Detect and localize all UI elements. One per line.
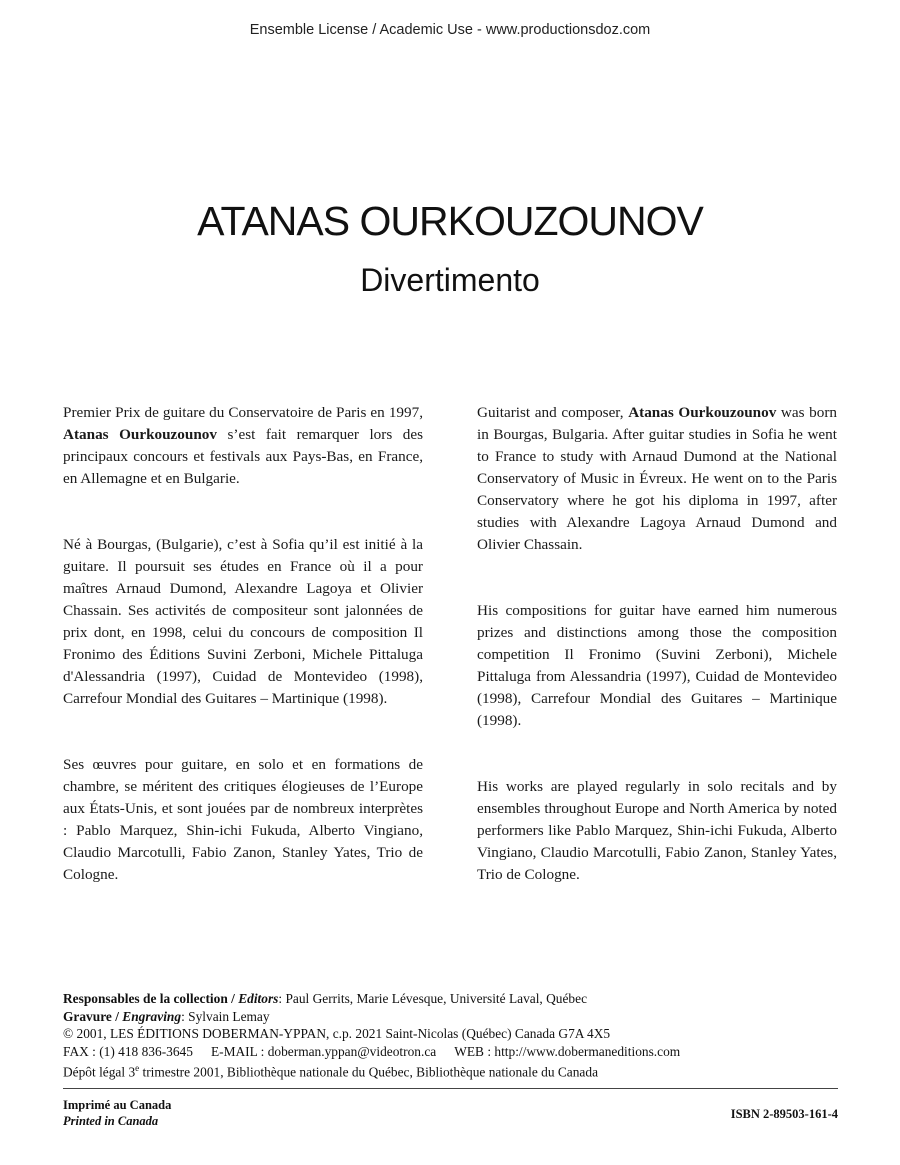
copyright-line: © 2001, LES ÉDITIONS DOBERMAN-YPPAN, c.p. 2021 Saint-Nicolas (Québec) Canada G7A 4X5 [63,1026,611,1041]
bio-en-paragraph-2: His compositions for guitar have earned him numerous prizes and distinctions among those the composition competition Il Fronimo (Suvini Zerboni), Michele Pittaluga from Alessandria (1997), Cuidad de Montevideo (1998), Carrefour Mondial des Guitares – Martinique (1998). [477,602,837,729]
license-header: Ensemble License / Academic Use - www.productionsdoz.com [249,22,651,38]
website-url: WEB : http://www.dobermaneditions.com [454,1043,681,1059]
biography-english [477,402,837,930]
email-address: E-MAIL : doberman.yppan@videotron.ca [210,1043,437,1059]
footer-divider [63,1088,838,1089]
engraving-line: Gravure / Engraving: Sylvain Lemay [63,1008,270,1024]
bio-fr-paragraph-3: Ses œuvres pour guitare, en solo et en formations de chambre, se méritent des critiques élogieuses de l’Europe aux États-Unis, et sont jouées par de nombreux interprètes : Pablo Marquez, Shin-ichi Fukuda, Alberto Vingiano, Claudio Marcotulli, Fabio Zanon, Stanley Yates, Trio de Cologne. [63,756,423,883]
bio-en-paragraph-1: Guitarist and composer, Atanas Ourkouzounov was born in Bourgas, Bulgaria. After guitar studies in Sofia he went to France to study with Arnaud Dumond at the National Conservatory of Music in Évreux. He went on to the Paris Conservatory where he got his diploma in 1997, after studies with Alexandre Lagoya Arnaud Dumond and Olivier Chassain. [477,404,837,553]
work-title: Divertimento [360,262,540,298]
bio-fr-paragraph-1: Premier Prix de guitare du Conservatoire de Paris en 1997, Atanas Ourkouzounov s’est fait remarquer lors des principaux concours et festivals aux Pays-Bas, en France, en Allemagne et en Bulgarie. [63,404,423,487]
contact-line [63,1043,843,1061]
publication-credits [63,990,843,1081]
fax-number: FAX : (1) 418 836-3645 [63,1043,193,1059]
isbn-number: ISBN 2-89503-161-4 [730,1107,838,1121]
printed-en: Printed in Canada [63,1114,159,1128]
composer-name-bold: Atanas Ourkouzounov [63,426,217,443]
biography-french [63,402,423,930]
bio-fr-paragraph-2: Né à Bourgas, (Bulgarie), c’est à Sofia qu’il est initié à la guitare. Il poursuit ses études en France où il a pour maîtres Arnaud Dumond, Alexandre Lagoya et Olivier Chassain. Ses activités de compositeur sont jalonnées de prix dont, en 1998, celui du concours de composition Il Fronimo des Éditions Suvini Zerboni, Michele Pittaluga d'Alessandria (1997), Cuidad de Montevideo (1998), Carrefour Mondial des Guitares – Martinique (1998). [63,536,423,707]
printed-in [63,1097,171,1129]
composer-name: ATANAS OURKOUZOUNOV [197,198,703,244]
composer-name-bold: Atanas Ourkouzounov [628,404,777,421]
printed-fr: Imprimé au Canada [63,1098,172,1112]
legal-deposit-line: Dépôt légal 3e trimestre 2001, Bibliothèque nationale du Québec, Bibliothèque nationale du Canada [63,1063,599,1080]
editors-line: Responsables de la collection / Editors: Paul Gerrits, Marie Lévesque, Université Laval, Québec [63,991,588,1006]
bio-en-paragraph-3: His works are played regularly in solo recitals and by ensembles throughout Europe and North America by noted performers like Pablo Marquez, Shin-ichi Fukuda, Alberto Vingiano, Claudio Marcotulli, Fabio Zanon, Stanley Yates, Trio de Cologne. [477,778,837,883]
